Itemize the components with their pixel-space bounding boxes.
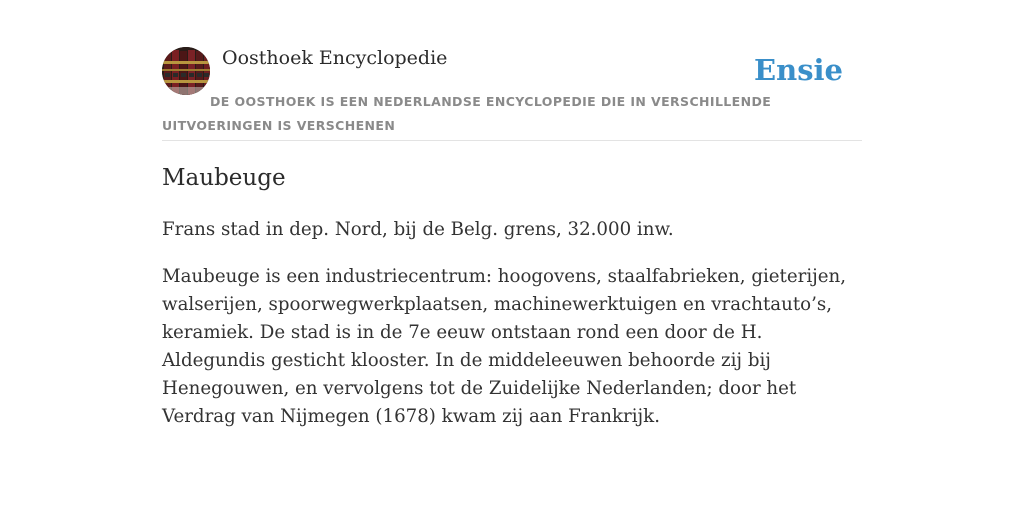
site-title[interactable]: Oosthoek Encyclopedie [222, 47, 448, 69]
site-tagline: DE OOSTHOEK IS EEN NEDERLANDSE ENCYCLOPEDIE DIE IN VERSCHILLENDE UITVOERINGEN IS VERSCHENEN [162, 94, 772, 133]
page-title: Maubeuge [162, 165, 286, 191]
brand-logo[interactable]: Ensie [754, 53, 843, 87]
site-header [162, 46, 862, 141]
article-paragraph: Maubeuge is een industriecentrum: hoogovens, staalfabrieken, gieterijen, walserijen, spoorwegwerkplaatsen, machinewerktuigen en vrachtauto’s, keramiek. De stad is in de 7e eeuw ontstaan rond een door de H. Aldegundis gesticht klooster. In de middeleeuwen behoorde zij bij Henegouwen, en vervolgens tot de Zuidelijke Nederlanden; door het Verdrag van Nijmegen (1678) kwam zij aan Frankrijk. [162, 266, 847, 427]
article-paragraph: Frans stad in dep. Nord, bij de Belg. grens, 32.000 inw. [162, 219, 674, 240]
encyclopedia-books-icon[interactable] [162, 47, 210, 95]
article-body [162, 216, 864, 450]
